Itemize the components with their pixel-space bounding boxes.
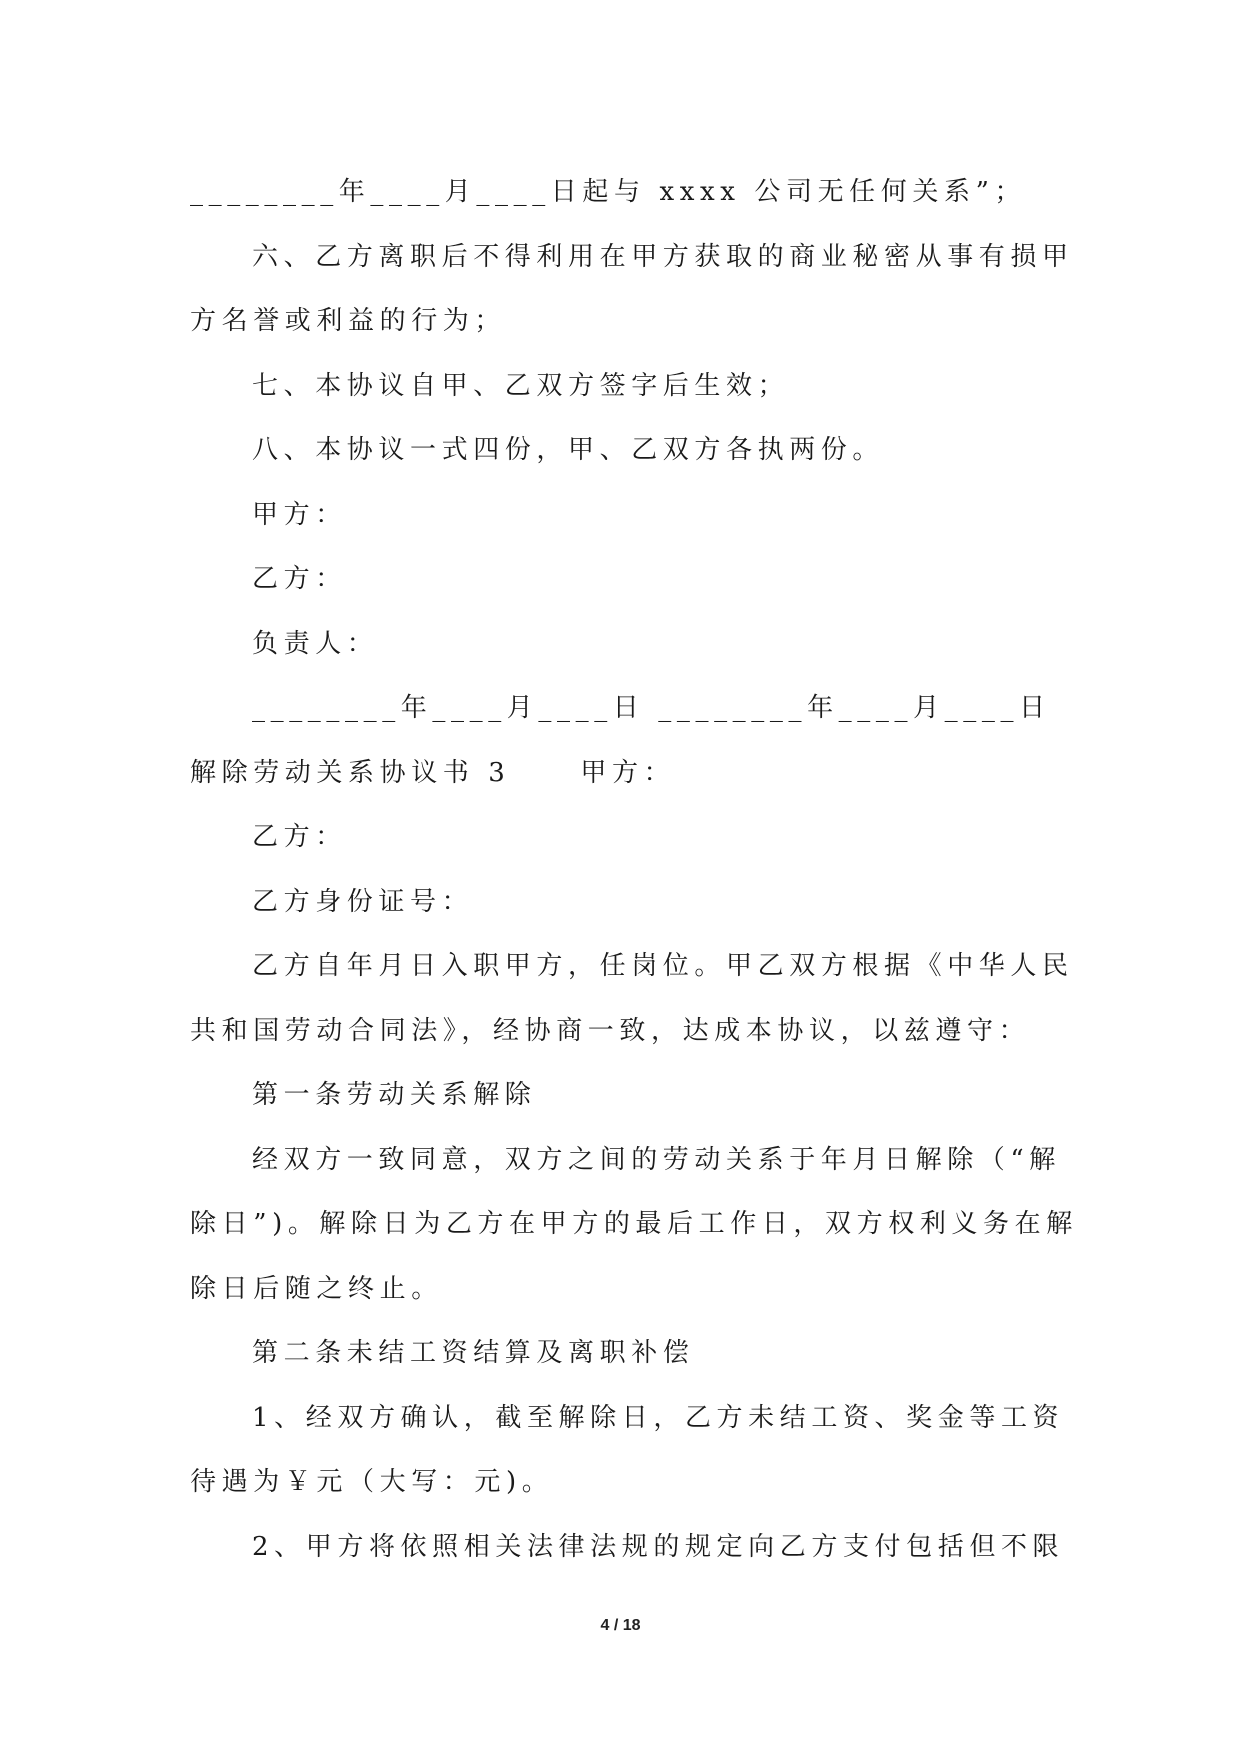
paragraph-date-clause: ________年____月____日起与 xxxx 公司无任何关系”； bbox=[190, 177, 1027, 207]
paragraph-clause-6: 六、乙方离职后不得利用在甲方获取的商业秘密从事有损甲 bbox=[252, 241, 1074, 272]
paragraph-intro-cont: 共和国劳动合同法》，经协商一致，达成本协议，以兹遵守： bbox=[190, 1015, 1031, 1046]
paragraph-intro: 乙方自年月日入职甲方，任岗位。甲乙双方根据《中华人民 bbox=[252, 951, 1074, 981]
signature-dates: ________年____月____日 ________年____月____日 bbox=[252, 693, 1051, 723]
article-2-item-2: 2、甲方将依照相关法律法规的规定向乙方支付包括但不限 bbox=[252, 1531, 1065, 1562]
paragraph-clause-7: 七、本协议自甲、乙双方签字后生效； bbox=[252, 370, 790, 401]
party-b-label: 乙方： bbox=[252, 564, 347, 594]
party-b-label-2: 乙方： bbox=[252, 822, 347, 852]
agreement-3-title: 解除劳动关系协议书 3 bbox=[190, 757, 511, 788]
agreement-3-title-line bbox=[190, 741, 1052, 806]
article-1-body: 经双方一致同意，双方之间的劳动关系于年月日解除（“解 bbox=[252, 1144, 1061, 1175]
responsible-person-label: 负责人： bbox=[252, 628, 379, 659]
paragraph-clause-6-cont: 方名誉或利益的行为； bbox=[190, 306, 507, 336]
article-2-heading: 第二条未结工资结算及离职补偿 bbox=[252, 1338, 695, 1368]
article-2-item-1-cont: 待遇为￥元（大写：元)。 bbox=[190, 1467, 554, 1497]
article-1-body-cont: 除日”)。解除日为乙方在甲方的最后工作日，双方权利义务在解 bbox=[190, 1209, 1078, 1239]
party-b-id-label: 乙方身份证号： bbox=[252, 886, 474, 917]
article-1-heading: 第一条劳动关系解除 bbox=[252, 1080, 537, 1110]
article-1-body-end: 除日后随之终止。 bbox=[190, 1273, 443, 1304]
paragraph-clause-8: 八、本协议一式四份，甲、乙双方各执两份。 bbox=[252, 435, 885, 465]
page-number: 4 / 18 bbox=[600, 1617, 641, 1634]
document-body bbox=[190, 160, 1078, 1579]
article-2-item-1: 1、经双方确认，截至解除日，乙方未结工资、奖金等工资 bbox=[252, 1402, 1065, 1433]
party-a-label-2: 甲方： bbox=[580, 757, 676, 788]
party-a-label: 甲方： bbox=[252, 499, 347, 530]
